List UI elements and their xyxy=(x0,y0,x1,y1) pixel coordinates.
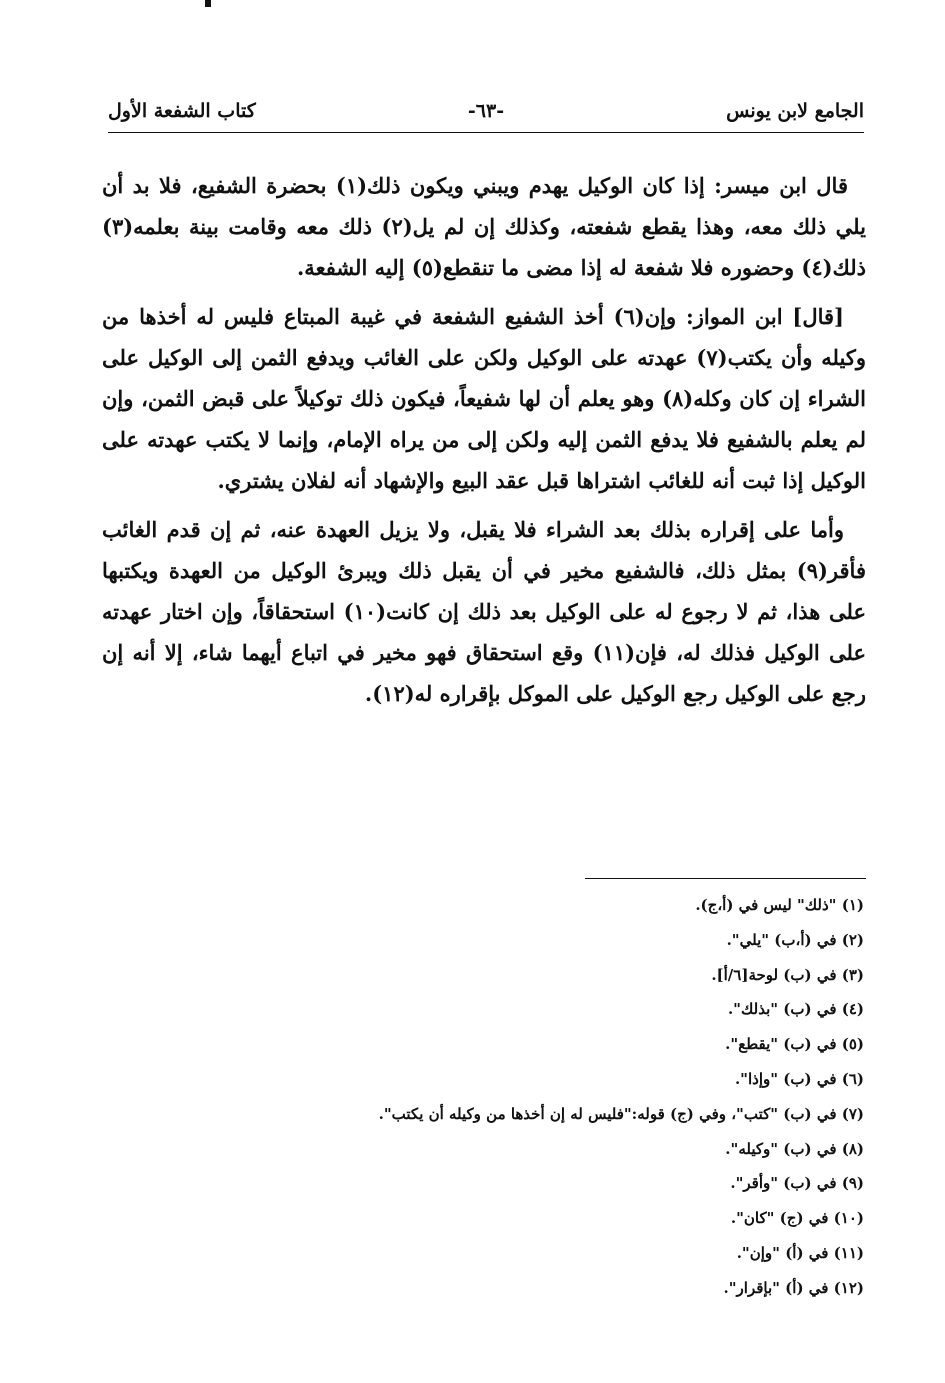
footnote-rule xyxy=(585,878,866,879)
footnote-5: (٥) في (ب) "يقطع". xyxy=(725,1035,864,1054)
header-rule xyxy=(108,132,864,133)
footnote-8: (٨) في (ب) "وكيله". xyxy=(725,1139,864,1158)
page-number: -٦٣- xyxy=(467,100,505,122)
footnote-4: (٤) في (ب) "بذلك". xyxy=(727,1000,864,1019)
footnote-3: (٣) في (ب) لوحة[٦/أ]. xyxy=(711,965,864,984)
paragraph-1: قال ابن ميسر: إذا كان الوكيل يهدم ويبني ويكون ذلك(١) بحضرة الشفيع، فلا بد أن يلي ذلك معه، وهذا يقطع شفعته، وكذلك إن لم يل(٢) ذلك معه وقامت بينة بعلمه(٣) ذلك(٤) وحضوره فلا شفعة له إذا مضى ما تنقطع(٥) إليه الشفعة. xyxy=(102,173,866,280)
footnotes xyxy=(300,888,864,1306)
footnote-6: (٦) في (ب) "وإذا". xyxy=(734,1069,864,1088)
header-chapter-title: كتاب الشفعة الأول xyxy=(108,100,256,122)
page-header xyxy=(108,100,864,130)
footnote-2: (٢) في (أ،ب) "يلي". xyxy=(726,930,864,949)
main-text xyxy=(102,165,866,722)
paragraph-3: وأما على إقراره بذلك بعد الشراء فلا يقبل، ولا يزيل العهدة عنه، ثم إن قدم الغائب فأقر(٩) بمثل ذلك، فالشفيع مخير في أن يقبل ذلك ويبرئ الوكيل من العهدة ويكتبها على هذا، ثم لا رجوع له على الوكيل بعد ذلك إن كانت(١٠) استحقاقاً، وإن اختار عهدته على الوكيل فذلك له، فإن(١١) وقع استحقاق فهو مخير في اتباع أيهما شاء، إلا أنه إن رجع على الوكيل رجع الوكيل على الموكل بإقراره له(١٢). xyxy=(102,517,866,706)
footnote-11: (١١) في (أ) "وإن". xyxy=(736,1243,864,1262)
header-book-title: الجامع لابن يونس xyxy=(726,100,864,122)
paragraph-2: [قال] ابن المواز: وإن(٦) أخذ الشفيع الشفعة في غيبة المبتاع فليس له أخذها من وكيله وأن يكتب(٧) عهدته على الوكيل ولكن على الغائب ويدفع الثمن إلى الوكيل على الشراء إن كان وكله(٨) وهو يعلم أن لها شفيعاً، فيكون ذلك توكيلاً على قبض الثمن، وإن لم يعلم بالشفيع فلا يدفع الثمن إليه ولكن إلى من يراه الإمام، وإنما لا يكتب عهدته على الوكيل إذا ثبت أنه للغائب اشتراها قبل عقد البيع والإشهاد أنه لفلان يشتري. xyxy=(102,304,866,493)
footnote-1: (١) "ذلك" ليس في (أ،ج). xyxy=(695,896,864,914)
footnote-9: (٩) في (ب) "وأقر". xyxy=(730,1174,864,1193)
footnote-10: (١٠) في (ج) "كان". xyxy=(730,1209,864,1228)
scan-mark xyxy=(205,0,211,7)
footnote-7: (٧) في (ب) "كتب"، وفي (ج) قوله:"فليس له إن أخذها من وكيله أن يكتب". xyxy=(378,1104,864,1123)
footnote-12: (١٢) في (أ) "بإقرار". xyxy=(723,1278,864,1297)
